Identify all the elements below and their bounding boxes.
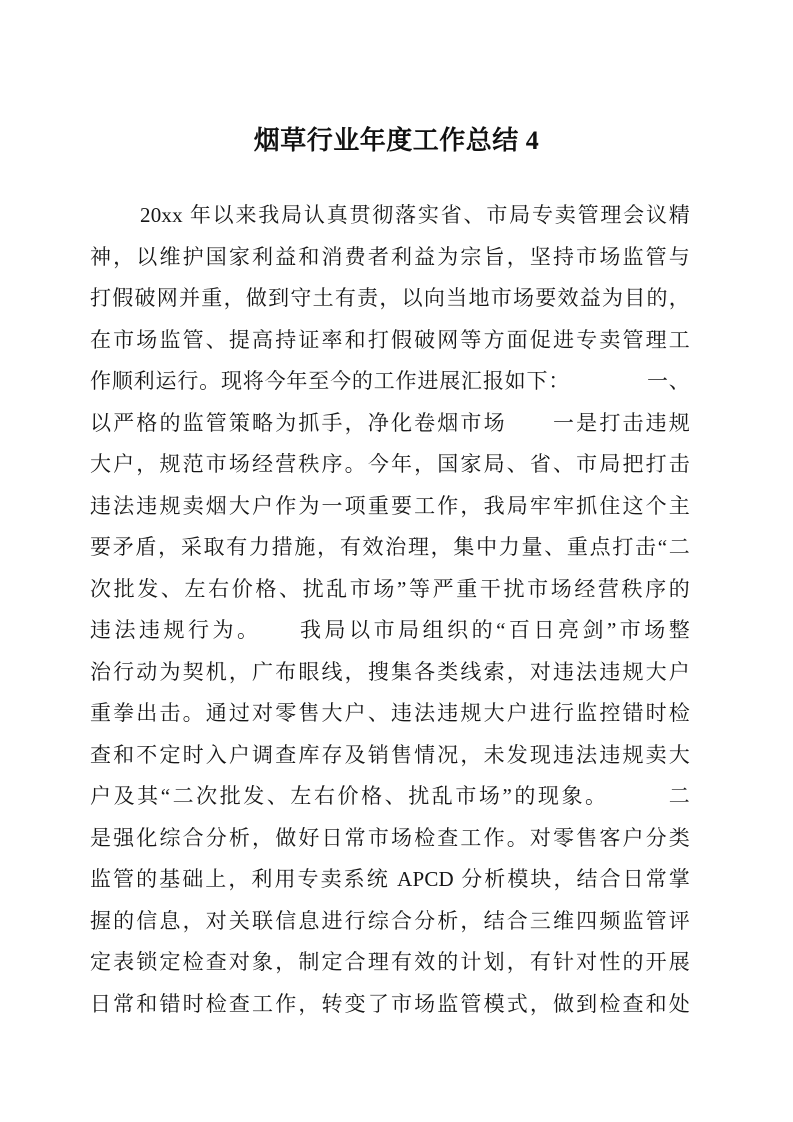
- text-line: 户及其“二次批发、左右价格、扰乱市场”的现象。 二: [90, 784, 690, 808]
- text-line: 大户，规范市场经营秩序。今年，国家局、省、市局把打击: [90, 452, 690, 476]
- text-line: 重拳出击。通过对零售大户、违法违规大户进行监控错时检: [90, 701, 690, 725]
- text-line: 监管的基础上，利用专卖系统 APCD 分析模块，结合日常掌: [90, 867, 690, 891]
- text-line: 20xx 年以来我局认真贯彻落实省、市局专卖管理会议精: [140, 203, 690, 227]
- text-line: 查和不定时入户调查库存及销售情况，未发现违法违规卖大: [90, 742, 690, 767]
- text-line: 作顺利运行。现将今年至今的工作进展汇报如下： 一、: [90, 369, 690, 393]
- text-line: 定表锁定检查对象，制定合理有效的计划，有针对性的开展: [90, 950, 690, 974]
- text-line: 握的信息，对关联信息进行综合分析，结合三维四频监管评: [90, 908, 690, 933]
- text-line: 神，以维护国家利益和消费者利益为宗旨，坚持市场监管与: [90, 244, 690, 269]
- text-line: 违法违规行为。 我局以市局组织的“百日亮剑”市场整: [90, 618, 690, 642]
- document-title: 烟草行业年度工作总结 4: [253, 126, 540, 155]
- text-line: 是强化综合分析，做好日常市场检查工作。对零售客户分类: [90, 825, 690, 850]
- text-line: 日常和错时检查工作，转变了市场监管模式，做到检查和处: [90, 991, 690, 1016]
- text-line: 要矛盾，采取有力措施，有效治理，集中力量、重点打击“二: [90, 535, 690, 559]
- text-line: 次批发、左右价格、扰乱市场”等严重干扰市场经营秩序的: [90, 576, 690, 601]
- text-line: 以严格的监管策略为抓手，净化卷烟市场 一是打击违规: [90, 410, 690, 435]
- text-line: 在市场监管、提高持证率和打假破网等方面促进专卖管理工: [90, 327, 690, 352]
- text-line: 治行动为契机，广布眼线，搜集各类线索，对违法违规大户: [90, 659, 690, 684]
- text-line: 打假破网并重，做到守土有责，以向当地市场要效益为目的，: [90, 286, 690, 310]
- text-line: 违法违规卖烟大户作为一项重要工作，我局牢牢抓住这个主: [90, 493, 690, 518]
- document-body: [90, 195, 690, 1025]
